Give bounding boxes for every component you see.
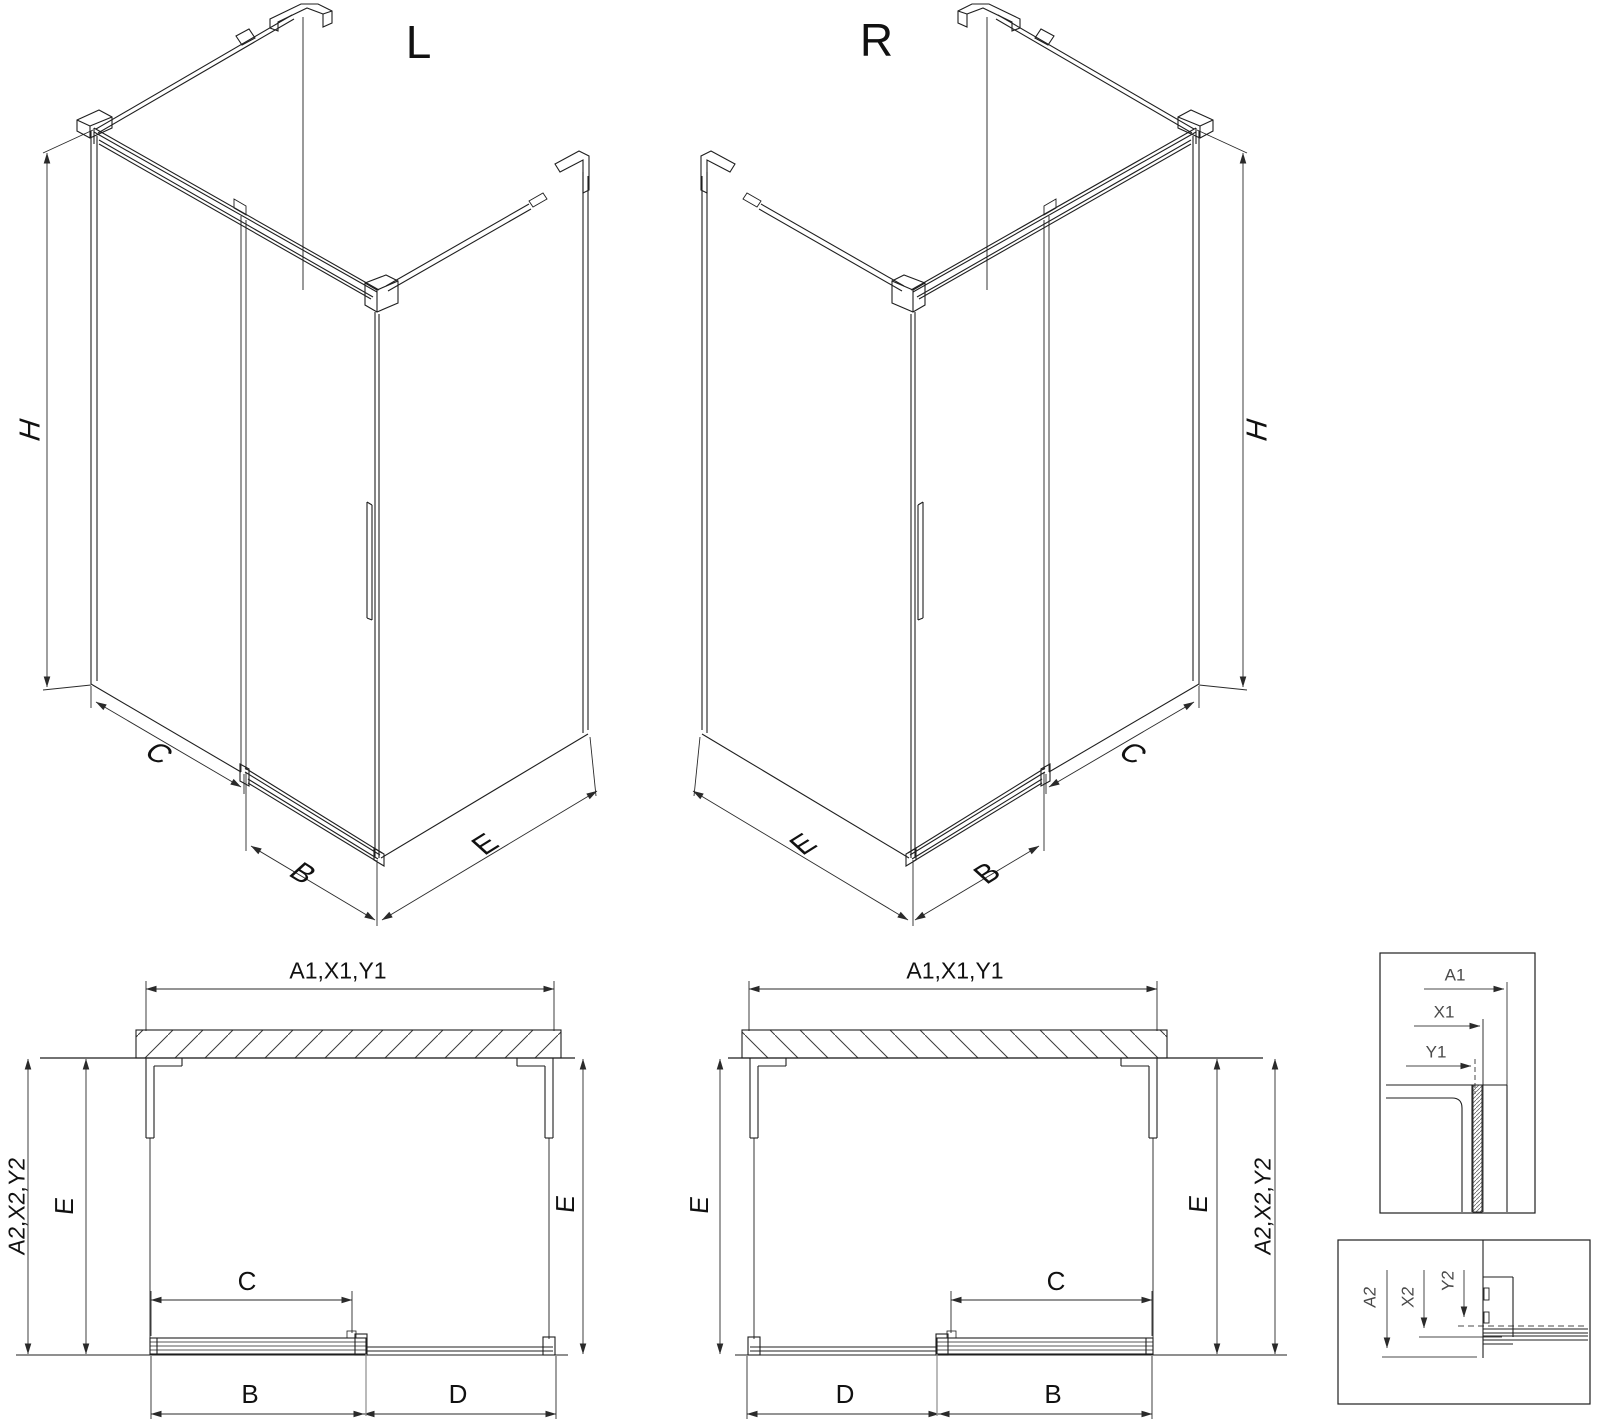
detail-top-x1-label: X1	[1433, 1002, 1455, 1022]
dim-label-fixed-right: C	[1111, 736, 1154, 771]
plan-left-depth-far-label: E	[550, 1193, 580, 1215]
dim-label-height-left: H	[14, 414, 47, 446]
plan-right-fixed-label: D	[835, 1379, 855, 1409]
dim-label-door-left: B	[281, 857, 323, 890]
plan-left-door-label: B	[241, 1379, 259, 1409]
plan-right-door-label: B	[1044, 1379, 1062, 1409]
plan-right-width-label: A1,X1,Y1	[906, 957, 1004, 984]
plan-left-depth-outer-label: A2,X2,Y2	[3, 1155, 30, 1256]
plan-right-depth-inner-label: E	[1183, 1193, 1213, 1215]
variant-title-left: L	[405, 16, 433, 68]
detail-top-linework	[1380, 953, 1535, 1213]
detail-bottom-x2-label: X2	[1398, 1285, 1418, 1309]
plan-left-fixed-label: D	[448, 1379, 468, 1409]
dim-label-fixed-left: C	[137, 736, 180, 771]
detail-top-a1-label: A1	[1444, 965, 1466, 985]
plan-right-depth-far-label: E	[684, 1194, 714, 1216]
dim-label-side-left: E	[465, 828, 507, 861]
plan-left-depth-inner-label: E	[49, 1195, 79, 1217]
dim-label-height-right: H	[1241, 414, 1274, 446]
detail-bottom-linework	[1338, 1240, 1590, 1404]
detail-top-y1-label: Y1	[1425, 1042, 1447, 1062]
plan-right-door-run-label: C	[1046, 1266, 1066, 1296]
dim-label-door-right: B	[967, 857, 1009, 890]
detail-bottom-y2-label: Y2	[1438, 1269, 1458, 1293]
plan-left-width-label: A1,X1,Y1	[289, 957, 387, 984]
dim-label-side-right: E	[783, 828, 825, 861]
variant-title-right: R	[859, 14, 895, 66]
detail-bottom-a2-label: A2	[1360, 1285, 1380, 1309]
plan-left-door-run-label: C	[237, 1266, 257, 1296]
plan-right-depth-outer-label: A2,X2,Y2	[1249, 1155, 1276, 1256]
